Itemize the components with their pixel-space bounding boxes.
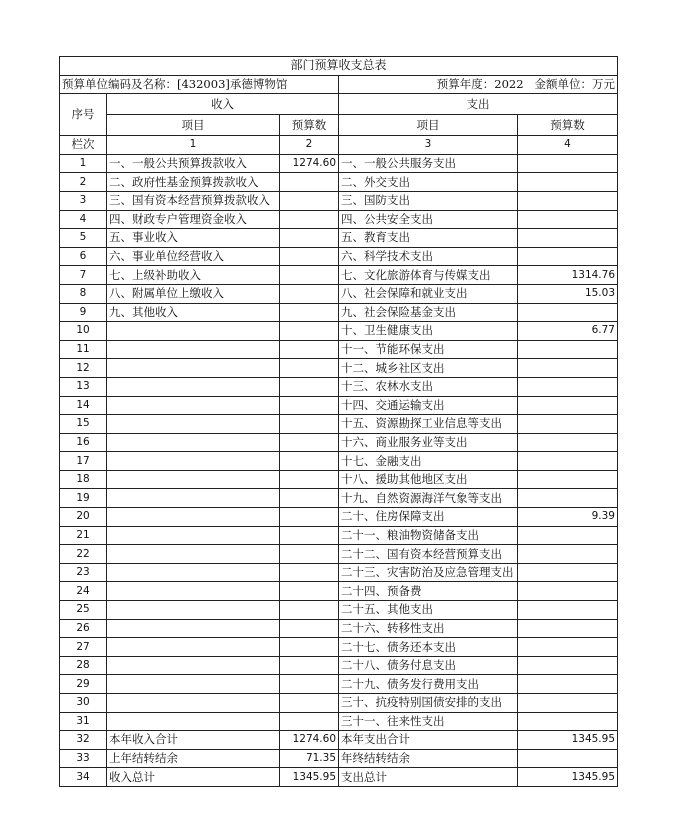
income-item-cell: 一、一般公共预算拨款收入	[107, 154, 280, 173]
expense-amount-cell	[518, 173, 618, 192]
table-row	[60, 675, 618, 694]
row-number: 18	[60, 470, 107, 489]
expense-item-cell: 二、外交支出	[339, 173, 518, 192]
table-row	[60, 359, 618, 378]
income-amount-cell	[280, 433, 339, 452]
expense-amount-cell	[518, 229, 618, 248]
expense-amount-cell	[518, 340, 618, 359]
row-number: 12	[60, 359, 107, 378]
income-amount-cell	[280, 508, 339, 527]
income-amount-cell: 1274.60	[280, 154, 339, 173]
table-row	[60, 210, 618, 229]
table-row	[60, 229, 618, 248]
income-amount-cell	[280, 229, 339, 248]
income-amount-cell	[280, 266, 339, 285]
expense-amount-cell	[518, 563, 618, 582]
row-number: 20	[60, 508, 107, 527]
income-amount-cell	[280, 191, 339, 210]
row-number: 17	[60, 452, 107, 471]
expense-item-header: 项目	[339, 115, 518, 136]
expense-item-cell: 十一、节能环保支出	[339, 340, 518, 359]
table-row	[60, 247, 618, 266]
income-item-cell: 收入总计	[107, 768, 280, 787]
expense-item-cell: 十五、资源勘探工业信息等支出	[339, 415, 518, 434]
table-row	[60, 545, 618, 564]
row-number: 14	[60, 396, 107, 415]
expense-item-cell: 二十七、债务还本支出	[339, 638, 518, 657]
income-item-cell	[107, 694, 280, 713]
row-number: 1	[60, 154, 107, 173]
income-item-cell	[107, 601, 280, 620]
row-number: 5	[60, 229, 107, 248]
table-row	[60, 582, 618, 601]
expense-amount-cell: 1345.95	[518, 731, 618, 750]
income-amount-cell	[280, 656, 339, 675]
expense-amount-cell	[518, 749, 618, 768]
expense-item-cell: 三十一、往来性支出	[339, 712, 518, 731]
income-item-cell: 六、事业单位经营收入	[107, 247, 280, 266]
expense-amount-cell	[518, 247, 618, 266]
table-row	[60, 694, 618, 713]
expense-amount-cell: 6.77	[518, 322, 618, 341]
table-row	[60, 433, 618, 452]
income-amount-cell	[280, 322, 339, 341]
expense-item-cell: 支出总计	[339, 768, 518, 787]
expense-item-cell: 六、科学技术支出	[339, 247, 518, 266]
expense-amount-cell	[518, 303, 618, 322]
expense-item-cell: 三十、抗疫特别国债安排的支出	[339, 694, 518, 713]
expense-item-cell: 十六、商业服务业等支出	[339, 433, 518, 452]
expense-amount-cell	[518, 619, 618, 638]
expense-item-cell: 十九、自然资源海洋气象等支出	[339, 489, 518, 508]
income-item-cell: 二、政府性基金预算拨款收入	[107, 173, 280, 192]
income-item-cell	[107, 489, 280, 508]
income-item-cell: 九、其他收入	[107, 303, 280, 322]
row-number: 25	[60, 601, 107, 620]
income-item-cell: 三、国有资本经营预算拨款收入	[107, 191, 280, 210]
expense-item-cell: 十四、交通运输支出	[339, 396, 518, 415]
expense-header: 支出	[339, 94, 618, 115]
expense-amount-cell: 1345.95	[518, 768, 618, 787]
table-row	[60, 526, 618, 545]
expense-amount-cell: 9.39	[518, 508, 618, 527]
income-amount-cell	[280, 284, 339, 303]
income-item-cell: 四、财政专户管理资金收入	[107, 210, 280, 229]
row-number: 7	[60, 266, 107, 285]
income-item-cell: 上年结转结余	[107, 749, 280, 768]
table-row	[60, 601, 618, 620]
table-row	[60, 415, 618, 434]
table-row	[60, 191, 618, 210]
table-row	[60, 452, 618, 471]
income-item-cell	[107, 563, 280, 582]
income-item-cell	[107, 433, 280, 452]
col-index-3: 3	[339, 136, 518, 155]
row-number: 9	[60, 303, 107, 322]
row-number: 3	[60, 191, 107, 210]
expense-item-cell: 十、卫生健康支出	[339, 322, 518, 341]
income-amount-cell	[280, 173, 339, 192]
income-item-cell	[107, 712, 280, 731]
expense-amount-cell	[518, 433, 618, 452]
row-number: 15	[60, 415, 107, 434]
income-amount-cell	[280, 694, 339, 713]
table-row	[60, 284, 618, 303]
col-index-2: 2	[280, 136, 339, 155]
income-amount-cell	[280, 582, 339, 601]
income-item-cell: 八、附属单位上缴收入	[107, 284, 280, 303]
expense-amount-cell	[518, 154, 618, 173]
expense-item-cell: 二十、住房保障支出	[339, 508, 518, 527]
expense-amount-cell	[518, 470, 618, 489]
expense-amount-cell	[518, 452, 618, 471]
expense-item-cell: 二十九、债务发行费用支出	[339, 675, 518, 694]
table-row	[60, 470, 618, 489]
expense-item-cell: 十三、农林水支出	[339, 377, 518, 396]
table-row	[60, 656, 618, 675]
table-row	[60, 377, 618, 396]
table-row	[60, 340, 618, 359]
table-title: 部门预算收支总表	[60, 57, 618, 76]
table-row	[60, 563, 618, 582]
expense-amount-cell	[518, 191, 618, 210]
row-number: 6	[60, 247, 107, 266]
row-number: 33	[60, 749, 107, 768]
income-item-cell	[107, 638, 280, 657]
income-item-cell	[107, 396, 280, 415]
row-number: 8	[60, 284, 107, 303]
income-item-cell	[107, 377, 280, 396]
expense-amount-cell	[518, 377, 618, 396]
expense-item-cell: 五、教育支出	[339, 229, 518, 248]
expense-amount-cell	[518, 694, 618, 713]
table-row	[60, 712, 618, 731]
row-number: 30	[60, 694, 107, 713]
table-row	[60, 266, 618, 285]
income-amount-cell	[280, 377, 339, 396]
row-number: 16	[60, 433, 107, 452]
expense-item-cell: 八、社会保障和就业支出	[339, 284, 518, 303]
expense-amount-cell: 1314.76	[518, 266, 618, 285]
expense-amount-cell	[518, 582, 618, 601]
expense-item-cell: 十七、金融支出	[339, 452, 518, 471]
table-row	[60, 489, 618, 508]
income-amount-cell	[280, 619, 339, 638]
income-item-header: 项目	[107, 115, 280, 136]
expense-item-cell: 三、国防支出	[339, 191, 518, 210]
income-amount-cell	[280, 638, 339, 657]
income-amount-cell	[280, 470, 339, 489]
income-item-cell	[107, 508, 280, 527]
income-amount-cell	[280, 359, 339, 378]
expense-item-cell: 二十三、灾害防治及应急管理支出	[339, 563, 518, 582]
income-amount-cell	[280, 712, 339, 731]
expense-amount-cell	[518, 638, 618, 657]
income-item-cell	[107, 452, 280, 471]
table-row	[60, 322, 618, 341]
expense-amount-cell	[518, 545, 618, 564]
income-item-cell	[107, 322, 280, 341]
income-item-cell: 五、事业收入	[107, 229, 280, 248]
expense-item-cell: 二十二、国有资本经营预算支出	[339, 545, 518, 564]
expense-item-cell: 二十四、预备费	[339, 582, 518, 601]
row-number: 22	[60, 545, 107, 564]
income-amount-cell	[280, 452, 339, 471]
income-amount-cell	[280, 415, 339, 434]
income-amount-cell	[280, 396, 339, 415]
expense-item-cell: 本年支出合计	[339, 731, 518, 750]
table-row	[60, 154, 618, 173]
row-number: 28	[60, 656, 107, 675]
table-row	[60, 303, 618, 322]
row-number: 32	[60, 731, 107, 750]
table-row	[60, 638, 618, 657]
row-number: 23	[60, 563, 107, 582]
expense-amount-cell	[518, 675, 618, 694]
budget-table	[59, 56, 618, 787]
expense-amount-cell	[518, 210, 618, 229]
row-number: 13	[60, 377, 107, 396]
expense-item-cell: 十二、城乡社区支出	[339, 359, 518, 378]
income-item-cell	[107, 619, 280, 638]
row-number: 34	[60, 768, 107, 787]
income-amount-cell	[280, 526, 339, 545]
expense-amount-cell	[518, 601, 618, 620]
expense-item-cell: 二十一、粮油物资储备支出	[339, 526, 518, 545]
income-amount-cell	[280, 303, 339, 322]
table-row	[60, 731, 618, 750]
income-amount-cell: 1274.60	[280, 731, 339, 750]
row-number: 2	[60, 173, 107, 192]
expense-amount-cell	[518, 415, 618, 434]
row-number: 11	[60, 340, 107, 359]
expense-item-cell: 十八、援助其他地区支出	[339, 470, 518, 489]
table-row	[60, 508, 618, 527]
expense-item-cell: 四、公共安全支出	[339, 210, 518, 229]
expense-item-cell: 九、社会保险基金支出	[339, 303, 518, 322]
income-item-cell	[107, 545, 280, 564]
income-item-cell	[107, 359, 280, 378]
row-number: 21	[60, 526, 107, 545]
col-index-label: 栏次	[60, 136, 107, 155]
income-amount-cell: 1345.95	[280, 768, 339, 787]
income-item-cell	[107, 656, 280, 675]
income-budget-header: 预算数	[280, 115, 339, 136]
unit-name-label: 预算单位编码及名称：[432003]承德博物馆	[60, 75, 339, 94]
amount-unit-label: 金额单位：万元	[534, 76, 615, 91]
income-amount-cell	[280, 601, 339, 620]
expense-amount-cell: 15.03	[518, 284, 618, 303]
expense-item-cell: 二十五、其他支出	[339, 601, 518, 620]
income-amount-cell	[280, 247, 339, 266]
expense-item-cell: 一、一般公共服务支出	[339, 154, 518, 173]
table-row	[60, 619, 618, 638]
expense-budget-header: 预算数	[518, 115, 618, 136]
expense-amount-cell	[518, 359, 618, 378]
seq-header: 序号	[60, 94, 107, 136]
expense-amount-cell	[518, 656, 618, 675]
income-item-cell	[107, 675, 280, 694]
col-index-1: 1	[107, 136, 280, 155]
income-header: 收入	[107, 94, 339, 115]
expense-amount-cell	[518, 712, 618, 731]
table-row	[60, 749, 618, 768]
row-number: 27	[60, 638, 107, 657]
income-item-cell: 七、上级补助收入	[107, 266, 280, 285]
income-item-cell	[107, 415, 280, 434]
expense-amount-cell	[518, 526, 618, 545]
budget-year-label: 预算年度：2022	[436, 76, 524, 91]
income-amount-cell	[280, 545, 339, 564]
expense-item-cell: 年终结转结余	[339, 749, 518, 768]
income-amount-cell	[280, 675, 339, 694]
income-item-cell	[107, 340, 280, 359]
row-number: 29	[60, 675, 107, 694]
expense-item-cell: 七、文化旅游体育与传媒支出	[339, 266, 518, 285]
row-number: 10	[60, 322, 107, 341]
budget-summary-sheet	[59, 56, 617, 787]
row-number: 19	[60, 489, 107, 508]
income-amount-cell	[280, 563, 339, 582]
row-number: 26	[60, 619, 107, 638]
income-item-cell	[107, 582, 280, 601]
expense-item-cell: 二十六、转移性支出	[339, 619, 518, 638]
row-number: 24	[60, 582, 107, 601]
table-row	[60, 768, 618, 787]
income-item-cell: 本年收入合计	[107, 731, 280, 750]
table-row	[60, 173, 618, 192]
income-item-cell	[107, 526, 280, 545]
income-amount-cell: 71.35	[280, 749, 339, 768]
expense-amount-cell	[518, 489, 618, 508]
expense-item-cell: 二十八、债务付息支出	[339, 656, 518, 675]
income-item-cell	[107, 470, 280, 489]
row-number: 4	[60, 210, 107, 229]
expense-amount-cell	[518, 396, 618, 415]
row-number: 31	[60, 712, 107, 731]
col-index-4: 4	[518, 136, 618, 155]
income-amount-cell	[280, 210, 339, 229]
income-amount-cell	[280, 340, 339, 359]
table-row	[60, 396, 618, 415]
income-amount-cell	[280, 489, 339, 508]
